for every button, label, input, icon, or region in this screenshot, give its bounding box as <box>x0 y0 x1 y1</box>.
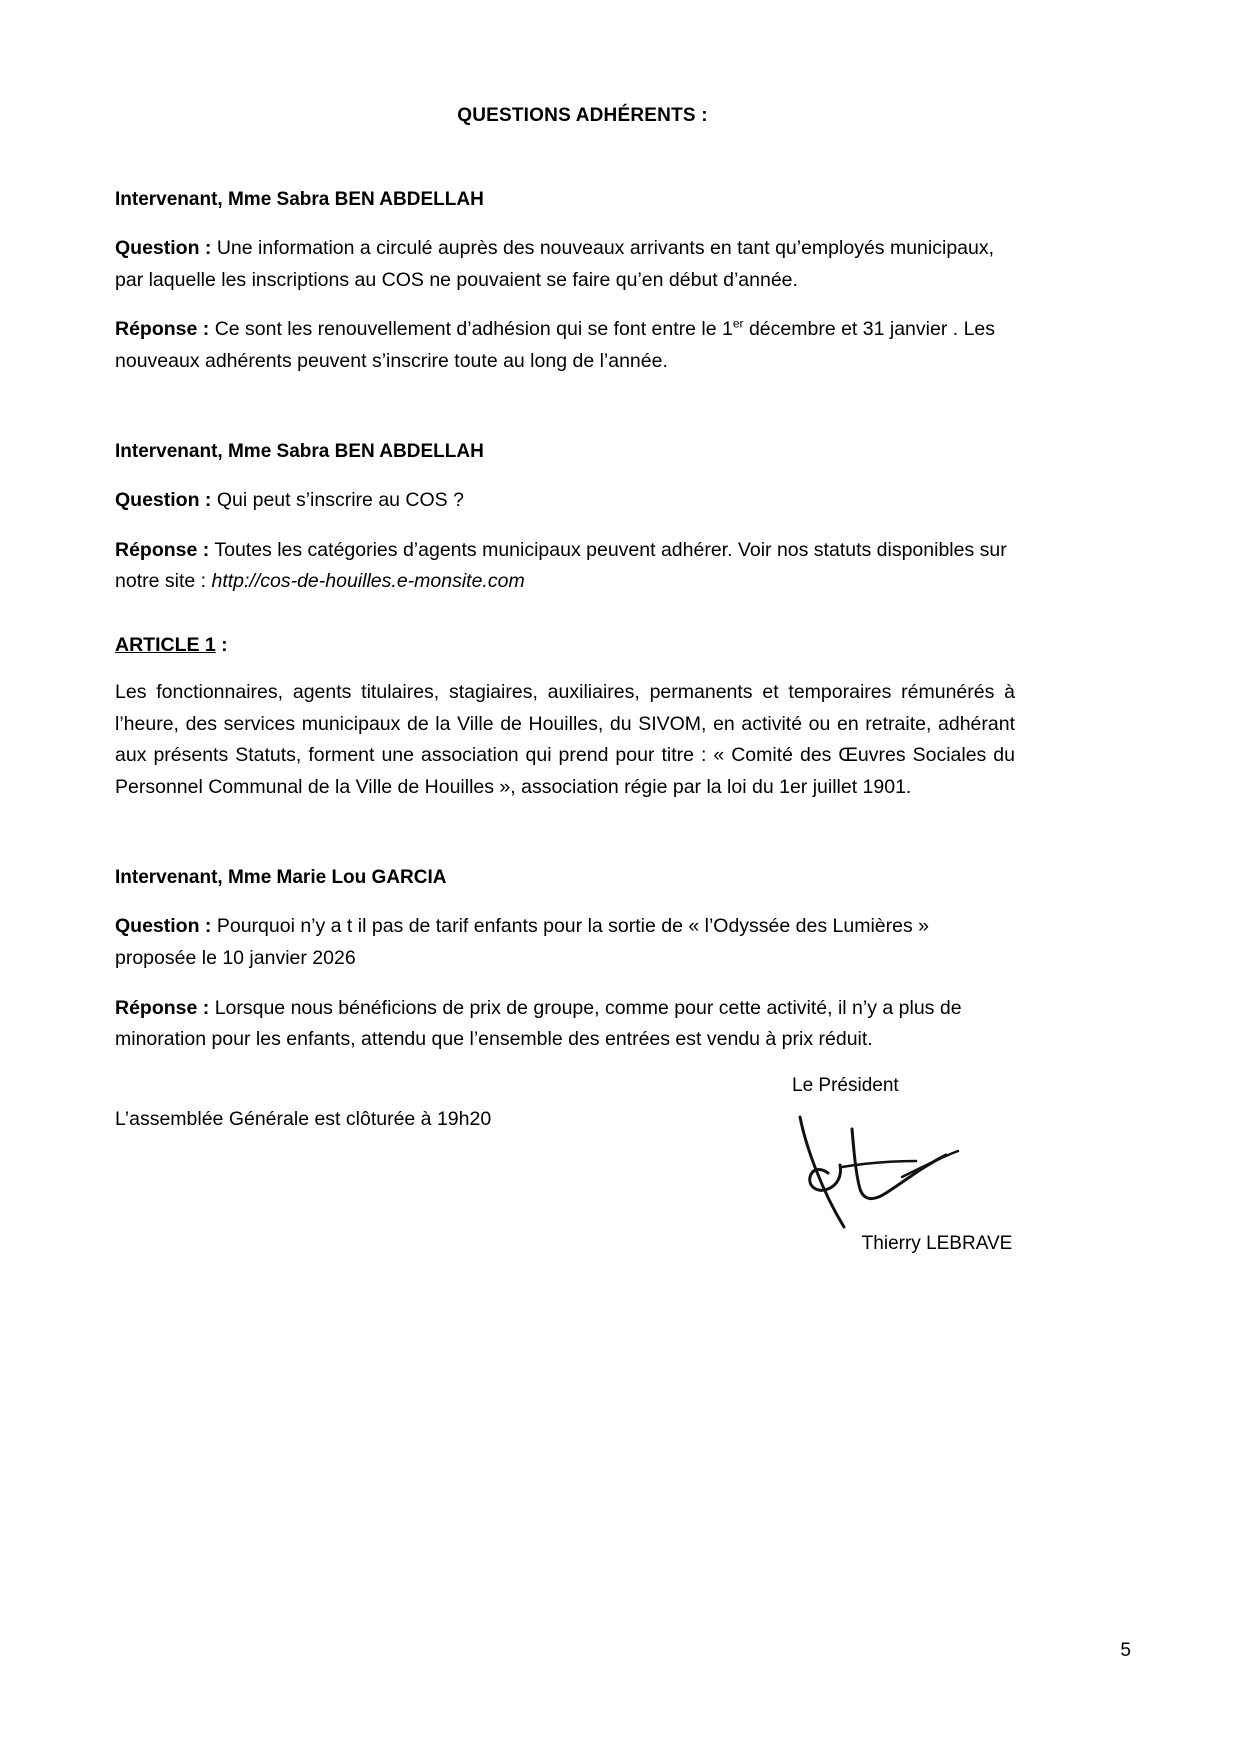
document-content <box>115 105 1015 1131</box>
ordinal-suffix: er <box>732 316 744 331</box>
qa-section-1 <box>115 189 1015 377</box>
question-paragraph <box>115 485 1015 517</box>
question-text: Qui peut s’inscrire au COS ? <box>216 489 464 512</box>
signature-title: Le Président <box>792 1075 899 1096</box>
answer-label: Réponse : <box>115 996 210 1019</box>
article-spacer <box>115 616 1015 634</box>
article-heading <box>115 634 1015 657</box>
question-label: Question : <box>115 915 212 938</box>
page-title: QUESTIONS ADHÉRENTS : <box>457 105 708 126</box>
website-url[interactable]: http://cos-de-houilles.e-monsite.com <box>211 570 525 593</box>
question-paragraph <box>115 911 1015 974</box>
answer-label: Réponse : <box>115 538 210 561</box>
article-body: Les fonctionnaires, agents titulaires, stagiaires, auxiliaires, permanents et temporaires rémunérés à l’heure, des services municipaux de la Ville de Houilles, du SIVOM, en activité ou en retraite, adhérant aux présents Statuts, forment une association qui prend pour titre : « Comité des Œuvres Sociales du Personnel Communal de la Ville de Houilles », association régie par la loi du 1er juillet 1901. <box>115 681 1015 798</box>
answer-label: Réponse : <box>115 318 210 341</box>
signature-block <box>780 1075 1080 1255</box>
answer-paragraph <box>115 314 1015 377</box>
question-paragraph <box>115 233 1015 296</box>
article-heading-underlined: ARTICLE 1 <box>115 634 216 657</box>
answer-text-part1: Toutes les catégories d’agents municipaux peuvent adhérer. Voir nos statuts disponibles sur notre site : <box>115 538 1007 593</box>
qa-section-3 <box>115 867 1015 1055</box>
article-heading-suffix: : <box>215 634 228 657</box>
signatory-name: Thierry LEBRAVE <box>861 1233 1013 1254</box>
question-text: Une information a circulé auprès des nouveaux arrivants en tant qu’employés municipaux, par laquelle les inscriptions au COS ne pouvaient se faire qu’en début d’année. <box>115 237 995 291</box>
answer-text-part2: décembre et 31 janvier . Les nouveaux adhérents peuvent s’inscrire toute au long de l’année. <box>115 318 996 372</box>
speaker-name: Intervenant, Mme Sabra BEN ABDELLAH <box>115 189 484 210</box>
section-spacer <box>115 821 1015 867</box>
section-spacer <box>115 395 1015 441</box>
question-text: Pourquoi n’y a t il pas de tarif enfants pour la sortie de « l’Odyssée des Lumières » proposée le 10 janvier 2026 <box>115 915 929 969</box>
closing-statement: L’assemblée Générale est clôturée à 19h20 <box>115 1107 492 1130</box>
qa-section-2 <box>115 441 1015 598</box>
handwritten-signature-icon <box>770 1099 1000 1239</box>
question-label: Question : <box>115 489 212 512</box>
speaker-name: Intervenant, Mme Marie Lou GARCIA <box>115 867 447 889</box>
answer-text-part1: Lorsque nous bénéficions de prix de groupe, comme pour cette activité, il n’y a plus de minoration pour les enfants, attendu que l’ensemble des entrées est vendu à prix réduit. <box>115 996 962 1051</box>
question-label: Question : <box>115 237 212 259</box>
speaker-name: Intervenant, Mme Sabra BEN ABDELLAH <box>115 441 484 463</box>
page-number: 5 <box>1120 1640 1131 1661</box>
answer-paragraph <box>115 993 1015 1056</box>
answer-text-part1: Ce sont les renouvellement d’adhésion qui se font entre le 1 <box>214 318 733 341</box>
answer-paragraph <box>115 535 1015 598</box>
